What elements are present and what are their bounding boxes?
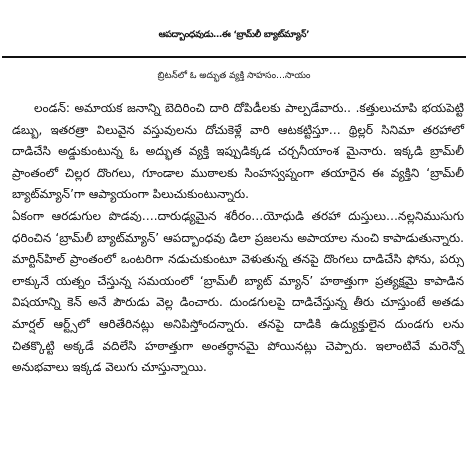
article-paragraph-2: ఏకంగా ఆరడుగుల పొడవు….దారుఢ్యమైన శరీరం…యోధుడి తరహా దుస్తులు…నల్లనిముసుగు ధరించిన ‘బ్రామ్‌లీ బ్యాట్‌మ్యాన్’ ఆపద్బాంధవు డిలా ప్రజలను అపాయాల నుంచి కాపాడుతున్నారు. మార్టిన్‌హిల్ ప్రాంతంలో ఒంటరిగా నడుచుకుంటూ వెళుతున్న తనపై దొంగలు దాడిచేసి ఫోను, పర్సు లాక్కునే యత్నం చేస్తున్న సమయంలో ‘బ్రామ్‌లీ బ్యాట్ మ్యాన్’ హఠాత్తుగా ప్రత్యక్షమై కాపాడిన విషయాన్ని కెన్ అనే పౌరుడు వెల్ల డించారు. దుండగులపై దాడిచేస్తున్న తీరు చూస్తుంటే అతడు మార్షల్ ఆర్ట్స్‌లో ఆరితేరినట్లు అనిపిస్తోందన్నారు. తనపై దాడికి ఉద్యుక్తులైన దుండగు లను చితక్కొట్టి అక్కడే వదిలేసి హఠాత్తుగా అంతర్ధానమై పోయినట్లు చెప్పారు. ఇలాంటివే మరెన్నో అనుభవాలు ఇక్కడ వెలుగు చూస్తున్నాయి. [12,208,464,375]
headline: ఆపద్బాంధవుడు…ఈ ‘బ్రామ్‌లీ బ్యాట్‌మ్యాన్’ [158,30,310,40]
subheadline: బ్రిటన్‌లో ఓ అద్భుత వ్యక్తి సాహసం…సాయం [157,71,311,81]
article-paragraph-1: లండన్: అమాయక జనాన్ని బెదిరించి దారి దోపిడీలకు పాల్పడేవారు.. .కత్తులుచూపి భయపెట్టి డబ్బు, ఇతరత్రా విలువైన వస్తువులను దోచుకెళ్లే వారి ఆటకట్టిస్తూ… థ్రిల్లర్ సినిమా తరహాలో దాడిచేసి అడ్డుకుంటున్న ఓ అద్భుత వ్యక్తి ఇప్పుడిక్కడ చర్చనీయాంశ మైనారు. ఇక్కడి బ్రామ్‌లీ ప్రాంతంలో చిల్లర దొంగలు, గూండాల ముఠాలకు సింహస్వప్నంగా తయారైన ఈ వ్యక్తిని ‘బ్రామ్‌లీ బ్యాట్‌మ్యాన్’గా ఆప్యాయంగా పిలుచుకుంటున్నారు. [12,101,464,202]
headline-divider [2,56,466,58]
article-body [12,98,464,379]
